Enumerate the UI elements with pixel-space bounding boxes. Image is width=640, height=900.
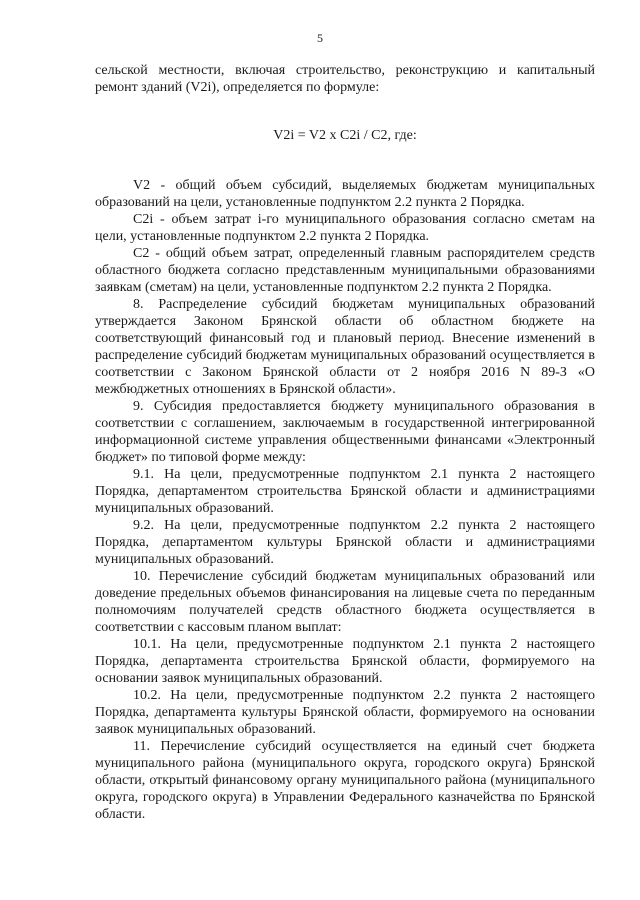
paragraph-item-9: 9. Субсидия предоставляется бюджету муниципального образования в соответствии с соглашением, заключаемым в государственной интегрированной информационной системе управления общественными финансами «Электронный бюджет» по типовой форме между: bbox=[95, 399, 595, 465]
paragraph-item-10: 10. Перечисление субсидий бюджетам муниципальных образований или доведение предельных объемов финансирования на лицевые счета по переданным полномочиям получателей средств областного бюджета осуществляется в соответствии с кассовым планом выплат: bbox=[95, 569, 595, 635]
paragraph-item-9-1: 9.1. На цели, предусмотренные подпунктом 2.1 пункта 2 настоящего Порядка, департаментом строительства Брянской области и администрациями муниципальных образований. bbox=[95, 467, 595, 516]
paragraph-c2i-definition: C2i - объем затрат i-го муниципального образования согласно сметам на цели, установленные подпунктом 2.2 пункта 2 Порядка. bbox=[95, 212, 595, 244]
document-body bbox=[95, 62, 595, 823]
paragraph-item-11: 11. Перечисление субсидий осуществляется на единый счет бюджета муниципального района (муниципального округа, городского округа) Брянской области, открытый финансовому органу муниципального района (муниципального округа, городского округа) в Управлении Федерального казначейства по Брянской области. bbox=[95, 739, 595, 822]
paragraph-item-9-2: 9.2. На цели, предусмотренные подпунктом 2.2 пункта 2 настоящего Порядка, департаментом культуры Брянской области и администрациями муниципальных образований. bbox=[95, 518, 595, 567]
paragraph-continuation: сельской местности, включая строительство, реконструкцию и капитальный ремонт зданий (V2i), определяется по формуле: bbox=[95, 63, 595, 95]
paragraph-item-10-1: 10.1. На цели, предусмотренные подпунктом 2.1 пункта 2 настоящего Порядка, департамента строительства Брянской области, формируемого на основании заявок муниципальных образований. bbox=[95, 637, 595, 686]
paragraph-item-8: 8. Распределение субсидий бюджетам муниципальных образований утверждается Законом Брянской области об областном бюджете на соответствующий финансовый год и плановый период. Внесение изменений в распределение субсидий бюджетам муниципальных образований осуществляется в соответствии с Законом Брянской области от 2 ноября 2016 N 89-З «О межбюджетных отношениях в Брянской области». bbox=[95, 297, 595, 397]
paragraph-item-10-2: 10.2. На цели, предусмотренные подпунктом 2.2 пункта 2 настоящего Порядка, департамента культуры Брянской области, формируемого на основании заявок муниципальных образований. bbox=[95, 688, 595, 737]
page-number: 5 bbox=[317, 31, 323, 45]
formula: V2i = V2 x C2i / C2, где: bbox=[273, 128, 417, 143]
paragraph-c2-definition: C2 - общий объем затрат, определенный главным распорядителем средств областного бюджета согласно представленным муниципальными образованиями заявкам (сметам) на цели, установленные подпунктом 2.2 пункта 2 Порядка. bbox=[95, 246, 595, 295]
paragraph-v2-definition: V2 - общий объем субсидий, выделяемых бюджетам муниципальных образований на цели, установленные подпунктом 2.2 пункта 2 Порядка. bbox=[95, 178, 595, 210]
